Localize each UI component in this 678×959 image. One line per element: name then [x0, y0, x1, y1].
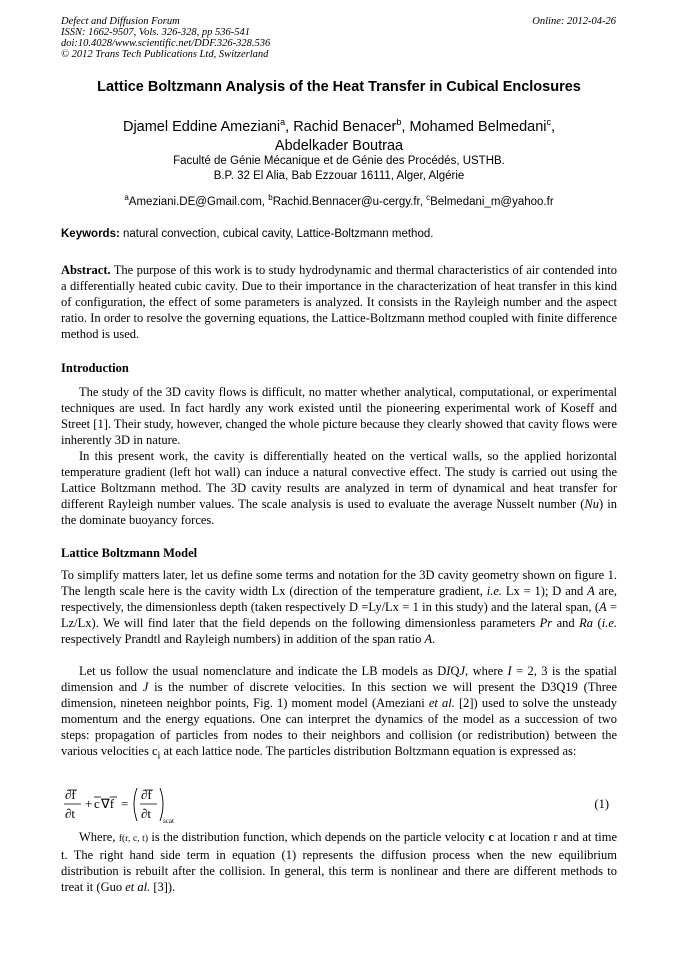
text-run: A: [424, 632, 433, 646]
eq-paren-left: [134, 788, 137, 821]
text-run: i: [157, 750, 161, 762]
online-date: Online: 2012-04-26: [532, 16, 616, 27]
text-run: Ra: [579, 616, 594, 630]
text-run: , where: [465, 664, 508, 678]
equation-1: [61, 785, 617, 825]
paper-title: Lattice Boltzmann Analysis of the Heat Transfer in Cubical Enclosures: [97, 79, 581, 95]
text-run: at location r and at time t. The right hand side term in equation (1) represents the diffusion process when the new equilibrium distribution is rebuilt after the collision. In general, this term is nonlinear and there are different methods to treat it (Guo: [61, 830, 617, 894]
text-run: Lx = 1); D and: [502, 584, 588, 598]
lbm-paragraph: [61, 663, 617, 765]
eq-glyph: ∂t: [65, 806, 76, 821]
text-run: (: [593, 616, 602, 630]
doi-line: doi:10.4028/www.scientific.net/DDF.326-328.536: [61, 38, 271, 49]
email-sup: a: [124, 193, 129, 202]
author-list: [40, 113, 638, 156]
author-name: , Rachid Benacer: [285, 118, 397, 135]
text-run: f(r, c, t): [118, 834, 148, 844]
eq-glyph: +: [85, 796, 93, 811]
text-run: A: [587, 584, 595, 598]
email-link[interactable]: Belmedani_m@yahoo.fr: [430, 195, 554, 208]
text-run: .: [432, 632, 436, 646]
text-run: and: [552, 616, 580, 630]
text-run: are, respectively, the dimensionless depth (taken respectively D =Ly/Lx = 1 in this study) and the lateral span, (: [61, 584, 617, 614]
eq-glyph: ∇f: [101, 796, 115, 811]
email-sup: c: [426, 193, 431, 202]
eq-glyph: ∂f: [141, 787, 152, 802]
text-run: respectively Prandtl and Rayleigh numbers) in addition of the span ratio: [61, 632, 425, 646]
text-run: Let us follow the usual nomenclature and indicate the LB models as D: [79, 664, 447, 678]
text-run: J: [142, 680, 149, 694]
eq-glyph: ∂f: [65, 787, 76, 802]
section-heading: Introduction: [61, 361, 129, 375]
email-link[interactable]: Ameziani.DE@Gmail.com,: [128, 195, 269, 208]
text-run: To simplify matters later, let us define some terms and notation for the 3D cavity geometry shown on figure 1. The length scale here is the cavity width Lx (direction of the temperature gradient,: [61, 568, 617, 598]
keywords: [61, 228, 617, 240]
abstract-text: The purpose of this work is to study hydrodynamic and thermal characteristics of air contended into a differentially heated cubic cavity. Due to their importance in the characterization of heat transfer in this kind of configuration, the effect of some parameters is analyzed. It consists in the Rayleigh number and the aspect ratio. In order to resolve the governing equations, the Lattice-Boltzmann method coupled with finite difference method is used.: [61, 263, 617, 341]
email-list: [40, 193, 638, 208]
where-paragraph: [61, 829, 617, 895]
lbm-paragraph: [61, 567, 617, 647]
section-heading: Lattice Boltzmann Model: [61, 546, 198, 560]
eq-glyph: ∂t: [141, 806, 152, 821]
text-run: c: [488, 830, 494, 844]
intro-paragraph: The study of the 3D cavity flows is difficult, no matter whether analytical, computational, or experimental techniques are used. In fact hardly any work existed until the pioneering experimental work of Koseff and Street [1]. Their study, however, changed the whole picture because they clearly showed that cavity flows were inherently 3D in nature.: [61, 385, 617, 447]
keywords-text: natural convection, cubical cavity, Lattice-Boltzmann method.: [119, 228, 434, 240]
email-sup: b: [268, 193, 273, 202]
text-run: et al.: [428, 696, 455, 710]
text-run: Pr: [539, 616, 553, 630]
text-run: = 2, 3 is the spatial dimension and: [61, 664, 617, 694]
text-run: at each lattice node. The particles distribution Boltzmann equation is expressed as:: [160, 744, 577, 758]
text-run: Where,: [79, 830, 119, 844]
text-run: et al.: [125, 880, 151, 894]
eq-glyph: c: [94, 796, 100, 811]
author-sup: a: [280, 117, 286, 127]
author-name: Djamel Eddine Ameziani: [122, 118, 281, 135]
text-run: i.e.: [601, 616, 617, 630]
abstract: [61, 262, 617, 342]
journal-name: Defect and Diffusion Forum: [61, 16, 180, 27]
text-run: A: [599, 600, 607, 614]
text-run: [2]) used to solve the unsteady momentum and the energy equations. One can interpret the dynamics of the model as a succession of two steps: propagation of particles from nodes to their neighbors and collision (or redistribution) between the various velocities c: [61, 696, 618, 758]
copyright-line: © 2012 Trans Tech Publications Ltd, Switzerland: [61, 49, 269, 60]
text-run: Nu: [584, 497, 600, 511]
text-run: i.e.: [486, 584, 503, 598]
text-run: I: [446, 664, 451, 678]
author-name: , Mohamed Belmedani: [401, 118, 547, 135]
author-line-1: [40, 113, 638, 137]
intro-paragraph: [61, 448, 617, 528]
text-run: [3]).: [150, 880, 176, 894]
eq-subscript: scat: [163, 817, 174, 825]
affiliation-line: B.P. 32 El Alia, Bab Ezzouar 16111, Alger, Algérie: [213, 170, 465, 182]
text-run: I: [507, 664, 512, 678]
text-run: Q: [450, 664, 460, 678]
issn-line: ISSN: 1662-9507, Vols. 326-328, pp 536-541: [61, 27, 250, 38]
email-link[interactable]: Rachid.Bennacer@u-cergy.fr,: [272, 195, 427, 208]
text-run: is the distribution function, which depends on the particle velocity: [148, 830, 489, 844]
author-sup: c: [546, 117, 551, 127]
text-run: ) in the dominate buoyancy forces.: [61, 497, 617, 527]
text-run: In this present work, the cavity is differentially heated on the vertical walls, so the applied horizontal temperature gradient (left hot wall) can induce a natural convective effect. The study is carried out using the Lattice Boltzmann method. The 3D cavity results are analyzed in term of dynamical and heat transfer for different Rayleigh number values. The scale analysis is used to evaluate the average Nusselt number (: [61, 449, 617, 511]
text-run: J: [459, 664, 466, 678]
eq-glyph: =: [121, 796, 129, 811]
author-line-2: [40, 137, 638, 156]
keywords-label: Keywords:: [61, 228, 120, 240]
equation-graphic: [61, 785, 261, 825]
affiliation: [40, 154, 638, 184]
equation-number: (1): [594, 797, 609, 811]
text-run: = Lz/Lx). We will find later that the field depends on the following dimensionless parameters: [61, 600, 617, 630]
affiliation-line: Faculté de Génie Mécanique et de Génie des Procédés, USTHB.: [173, 155, 505, 167]
author-name: Abdelkader Boutraa: [274, 137, 404, 154]
journal-header: [61, 16, 270, 60]
author-sep: ,: [550, 118, 556, 135]
text-run: is the number of discrete velocities. In this section we will present the D3Q19 (Three dimension, nineteen neighbor points, Fig. 1) moment model (Ameziani: [61, 680, 617, 710]
abstract-label: Abstract.: [61, 263, 111, 277]
author-sup: b: [396, 117, 402, 127]
